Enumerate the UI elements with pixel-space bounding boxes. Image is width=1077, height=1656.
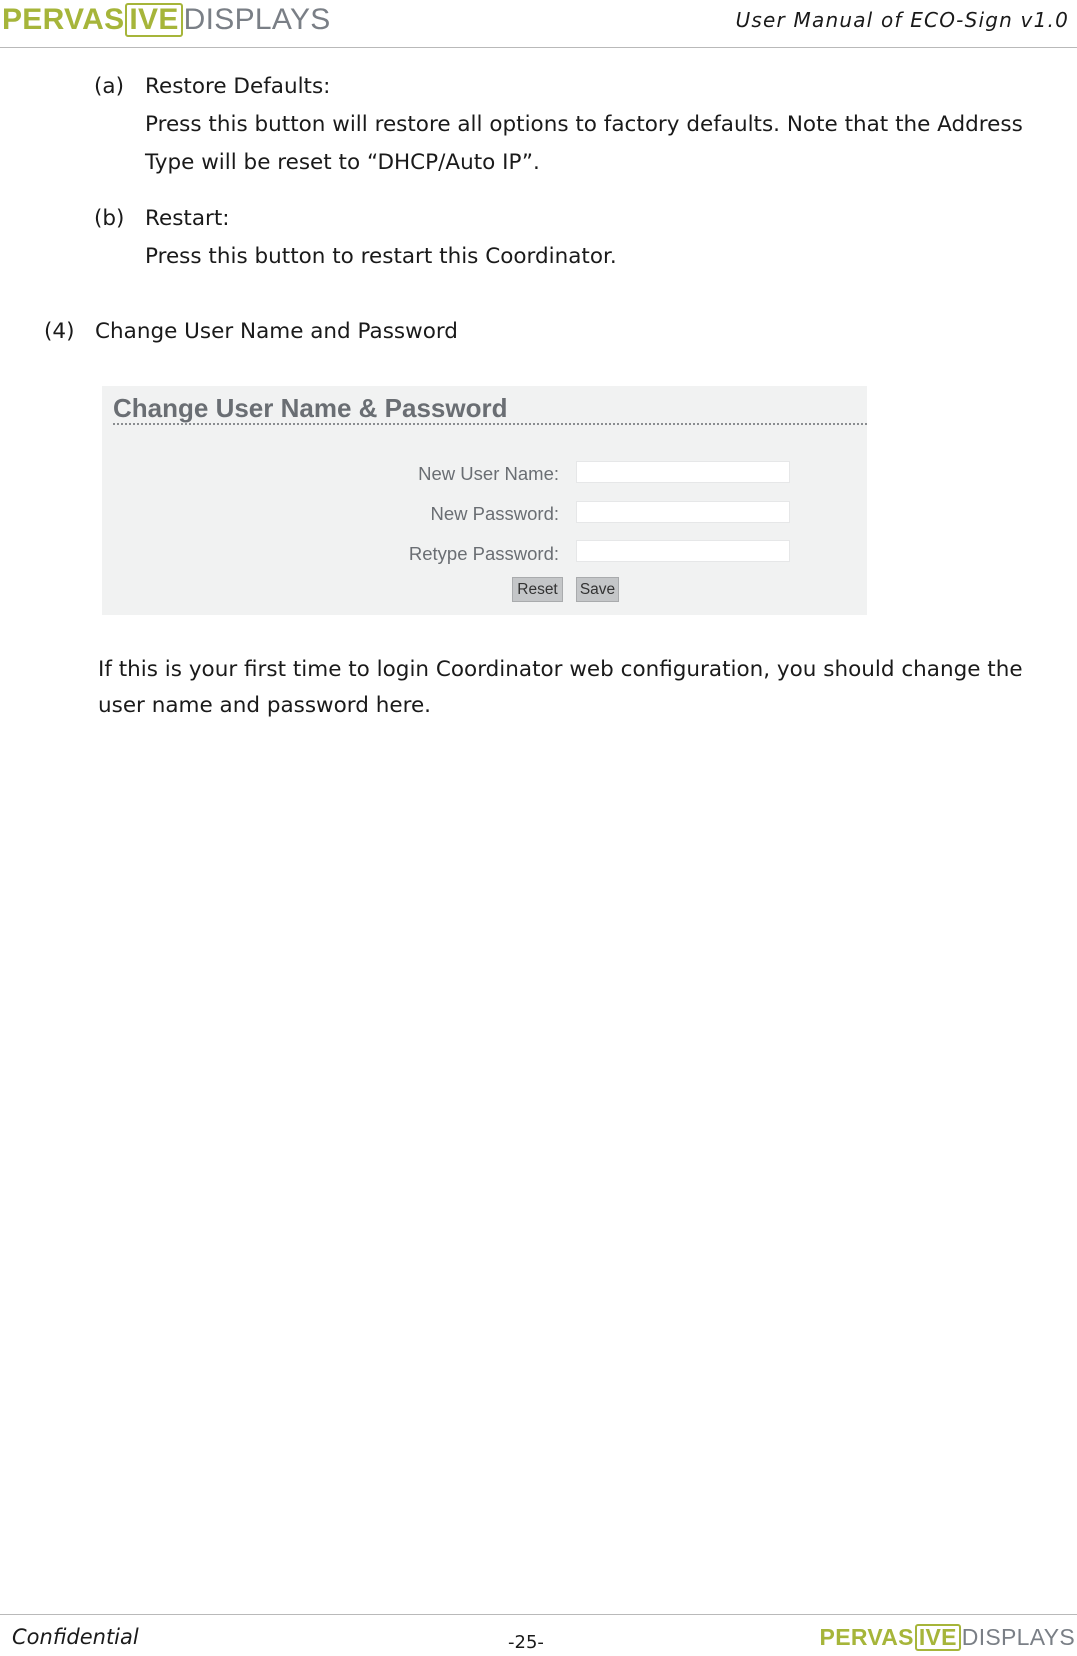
footer-confidential: Confidential — [12, 1625, 139, 1649]
paragraph-line1: If this is your first time to login Coordinator web configuration, you should change the — [98, 657, 1023, 682]
new-user-name-label: New User Name: — [418, 463, 559, 484]
reset-button[interactable]: Reset — [512, 577, 563, 602]
footer-logo-text-pervas: PERVAS — [819, 1623, 914, 1650]
section-4-marker: (4) — [44, 319, 75, 344]
item-b-marker: (b) — [94, 206, 125, 231]
save-button[interactable]: Save — [576, 577, 619, 602]
logo-text-displays: DISPLAYS — [183, 3, 331, 36]
logo-text-pervas: PERVAS — [2, 3, 125, 36]
item-b-text-line1: Press this button to restart this Coordinator. — [145, 244, 617, 269]
item-a-text-line2: Type will be reset to “DHCP/Auto IP”. — [145, 150, 540, 175]
item-a-title: Restore Defaults: — [145, 74, 331, 99]
header-title: User Manual of ECO-Sign v1.0 — [735, 8, 1069, 32]
logo-text-ive: IVE — [125, 3, 182, 37]
section-4-title: Change User Name and Password — [95, 319, 458, 344]
screenshot-divider — [113, 423, 867, 425]
footer-logo — [820, 1622, 1075, 1652]
paragraph-line2: user name and password here. — [98, 693, 432, 718]
item-b-title: Restart: — [145, 206, 230, 231]
new-password-input[interactable] — [576, 501, 790, 523]
retype-password-input[interactable] — [576, 540, 790, 562]
change-credentials-screenshot — [102, 386, 867, 615]
item-a-text-line1: Press this button will restore all options to factory defaults. Note that the Address — [145, 112, 1023, 137]
new-password-label: New Password: — [430, 503, 559, 524]
retype-password-label: Retype Password: — [408, 543, 559, 564]
page-number: -25- — [508, 1632, 544, 1653]
screenshot-title: Change User Name & Password — [113, 393, 508, 423]
footer-logo-text-displays: DISPLAYS — [961, 1623, 1075, 1650]
footer-logo-text-ive: IVE — [915, 1624, 961, 1651]
header-logo — [2, 2, 331, 38]
header-divider — [0, 47, 1077, 48]
new-user-name-input[interactable] — [576, 461, 790, 483]
footer-divider — [0, 1614, 1077, 1615]
item-a-marker: (a) — [94, 74, 124, 99]
